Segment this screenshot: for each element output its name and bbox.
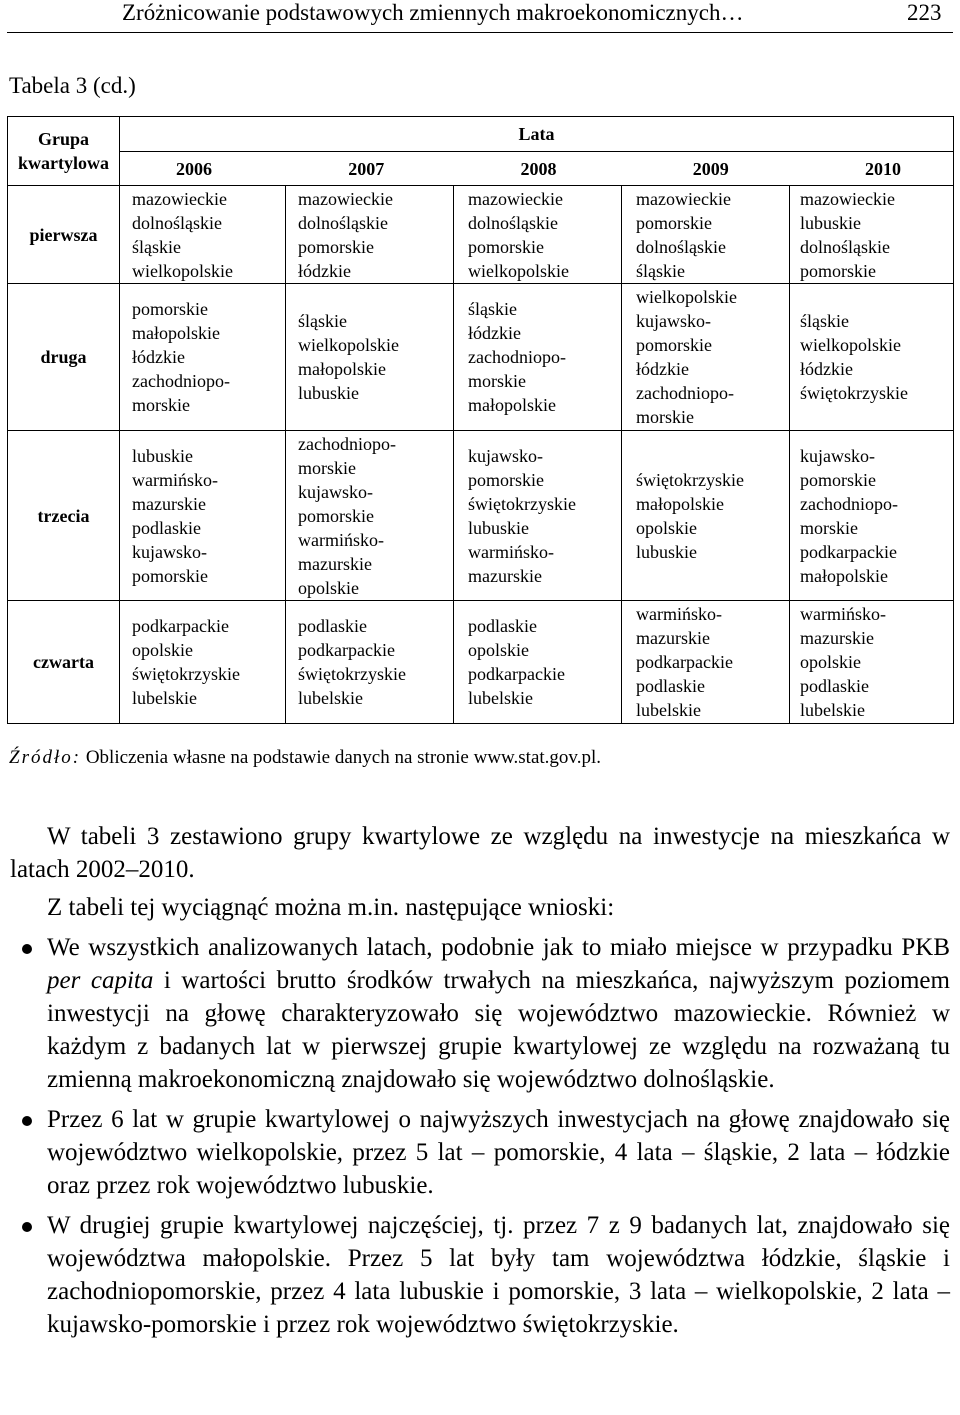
list-item: pomorskie xyxy=(800,260,876,281)
list-item: lubelskie xyxy=(636,700,701,720)
list-item: morskie xyxy=(800,517,858,538)
list-item: wielkopolskie xyxy=(468,260,569,281)
list-item: dolnośląskie xyxy=(132,212,222,233)
list-item: We wszystkich analizowanych latach, podobnie jak to miało miejsce w przypadku PKB per capita i wartości brutto środków trwałych na mieszkańca, najwyższym poziomem inwestycji na głowę charakteryzowało się województwo mazowieckie. Również w każdym z badanych lat w pierwszej grupie kwartylowej ze względu na rozważaną tu zmienną makroekonomiczną znajdowało się województwo dolnośląskie. xyxy=(0,931,950,1096)
source-label: Źródło: xyxy=(9,747,82,768)
header-rule xyxy=(7,32,953,33)
list-item: wielkopolskie xyxy=(132,260,233,281)
table-cell xyxy=(790,284,954,431)
list-item: wielkopolskie xyxy=(800,335,901,355)
list-item: podlaskie xyxy=(298,616,367,636)
list-item: mazurskie xyxy=(298,553,372,574)
list-item: podlaskie xyxy=(132,517,201,538)
list-item: mazurskie xyxy=(468,565,542,586)
list-item: lubelskie xyxy=(468,688,533,708)
list-item: podkarpackie xyxy=(800,541,897,562)
list-item: W drugiej grupie kwartylowej najczęściej, tj. przez 7 z 9 badanych lat, znajdowało się województwa małopolskie. Przez 5 lat były tam województwa łódzkie, śląskie i zachodniopomorskie, przez 4 lata lubuskie i pomorskie, 3 lata – wielkopolskie, 2 lata – kujawsko-pomorskie i przez rok województwo świętokrzyskie. xyxy=(0,1209,950,1341)
list-item: pomorskie xyxy=(468,469,544,490)
year-2006: 2006 xyxy=(176,158,212,179)
table-cell xyxy=(790,186,954,284)
list-item: pomorskie xyxy=(636,212,712,233)
group-label: pierwsza xyxy=(8,186,120,284)
list-item: pomorskie xyxy=(132,299,208,319)
source-note xyxy=(9,746,601,770)
table-cell xyxy=(622,186,790,284)
year-2008: 2008 xyxy=(520,158,557,179)
list-item: łódzkie xyxy=(636,359,689,379)
table-cell xyxy=(120,601,286,724)
table-cell xyxy=(120,431,286,601)
source-text: Obliczenia własne na podstawie danych na stronie www.stat.gov.pl. xyxy=(85,747,601,768)
list-item: podlaskie xyxy=(468,616,537,636)
table-cell xyxy=(120,186,286,284)
list-item: śląskie xyxy=(132,236,181,257)
list-item: lubuskie xyxy=(468,517,529,538)
years-header: Lata xyxy=(120,117,954,152)
table-row xyxy=(8,431,954,601)
list-item: małopolskie xyxy=(468,395,556,415)
quartile-groups-table xyxy=(7,116,954,724)
list-item: lubuskie xyxy=(800,212,861,233)
list-item: małopolskie xyxy=(800,565,888,586)
table-cell xyxy=(286,431,454,601)
group-label: czwarta xyxy=(8,601,120,724)
bullet-icon xyxy=(22,944,32,954)
list-item: pomorskie xyxy=(636,335,712,355)
list-item: lubuskie xyxy=(132,445,193,466)
list-item: lubelskie xyxy=(132,688,197,708)
list-item: podkarpackie xyxy=(468,664,565,684)
list-item: śląskie xyxy=(468,299,517,319)
list-item: morskie xyxy=(132,395,190,415)
table-row xyxy=(8,186,954,284)
list-item: zachodniopo- xyxy=(636,383,734,403)
paragraph-conclusions-lead: Z tabeli tej wyciągnąć można m.in. następujące wnioski: xyxy=(47,894,615,921)
list-item: łódzkie xyxy=(468,323,521,343)
list-item: dolnośląskie xyxy=(636,236,726,257)
table-cell xyxy=(454,284,622,431)
list-item: małopolskie xyxy=(132,323,220,343)
list-item: pomorskie xyxy=(800,469,876,490)
conclusions-list xyxy=(0,931,950,1348)
list-item: dolnośląskie xyxy=(298,212,388,233)
list-item: podlaskie xyxy=(800,676,869,696)
paragraph-intro: W tabeli 3 zestawiono grupy kwartylowe ze względu na inwestycje na mieszkańca w latach 2002–2010. xyxy=(10,823,950,883)
list-item: zachodniopo- xyxy=(132,371,230,391)
table-cell xyxy=(622,601,790,724)
table-cell xyxy=(622,284,790,431)
group-header-label: Grupa kwartylowa xyxy=(18,129,109,173)
list-item: podlaskie xyxy=(636,676,705,696)
list-item: mazowieckie xyxy=(800,188,895,209)
list-item: świętokrzyskie xyxy=(132,664,240,684)
list-item: mazurskie xyxy=(800,628,874,648)
list-item: opolskie xyxy=(132,640,193,660)
table-cell xyxy=(454,601,622,724)
list-item: małopolskie xyxy=(636,493,724,514)
list-item: warmińsko- xyxy=(800,604,886,624)
list-item: morskie xyxy=(298,457,356,478)
table-row xyxy=(8,284,954,431)
list-item: śląskie xyxy=(636,260,685,281)
table-row xyxy=(8,601,954,724)
table-body xyxy=(8,186,954,724)
list-item: kujawsko- xyxy=(298,481,373,502)
list-item: zachodniopo- xyxy=(468,347,566,367)
table-cell xyxy=(286,284,454,431)
page-header xyxy=(0,0,960,42)
list-item: małopolskie xyxy=(298,359,386,379)
list-item: dolnośląskie xyxy=(468,212,558,233)
list-item: warmińsko- xyxy=(468,541,554,562)
list-item: opolskie xyxy=(298,577,359,598)
list-item: morskie xyxy=(636,407,694,427)
list-item: zachodniopo- xyxy=(800,493,898,514)
bullet-icon xyxy=(22,1116,32,1126)
table-cell xyxy=(454,186,622,284)
group-header xyxy=(8,117,120,186)
list-item: świętokrzyskie xyxy=(468,493,576,514)
list-item: kujawsko- xyxy=(468,445,543,466)
list-item: śląskie xyxy=(298,311,347,331)
list-item: kujawsko- xyxy=(800,445,875,466)
page-number: 223 xyxy=(907,0,942,25)
group-label: trzecia xyxy=(8,431,120,601)
years-row xyxy=(120,152,954,186)
list-item: kujawsko- xyxy=(636,311,711,331)
list-item: świętokrzyskie xyxy=(636,469,744,490)
list-item: mazowieckie xyxy=(468,188,563,209)
table-cell xyxy=(286,601,454,724)
group-label: druga xyxy=(8,284,120,431)
list-item: opolskie xyxy=(636,517,697,538)
list-item: świętokrzyskie xyxy=(298,664,406,684)
list-item: podkarpackie xyxy=(636,652,733,672)
list-item: pomorskie xyxy=(298,505,374,526)
list-item: mazowieckie xyxy=(298,188,393,209)
year-2009: 2009 xyxy=(692,158,729,179)
list-item: podkarpackie xyxy=(298,640,395,660)
table-cell xyxy=(120,284,286,431)
year-2007: 2007 xyxy=(348,158,385,179)
list-item: pomorskie xyxy=(298,236,374,257)
list-item: warmińsko- xyxy=(298,529,384,550)
table-cell xyxy=(790,601,954,724)
list-item: mazurskie xyxy=(132,493,206,514)
list-item: łódzkie xyxy=(800,359,853,379)
list-item: Przez 6 lat w grupie kwartylowej o najwyższych inwestycjach na głowę znajdowało się województwo wielkopolskie, przez 5 lat – pomorskie, 4 lata – śląskie, 2 lata – łódzkie oraz przez rok województwo lubuskie. xyxy=(0,1103,950,1202)
list-item: pomorskie xyxy=(132,565,208,586)
list-item: lubelskie xyxy=(800,700,865,720)
list-item: dolnośląskie xyxy=(800,236,890,257)
list-item: pomorskie xyxy=(468,236,544,257)
table-cell xyxy=(454,431,622,601)
table-cell xyxy=(286,186,454,284)
table-caption: Tabela 3 (cd.) xyxy=(9,73,136,98)
list-item: podkarpackie xyxy=(132,616,229,636)
list-item: mazurskie xyxy=(636,628,710,648)
list-item: warmińsko- xyxy=(132,469,218,490)
list-item: zachodniopo- xyxy=(298,433,396,454)
list-item: lubuskie xyxy=(636,541,697,562)
list-item: śląskie xyxy=(800,311,849,331)
running-title: Zróżnicowanie podstawowych zmiennych makroekonomicznych… xyxy=(122,0,744,25)
list-item: mazowieckie xyxy=(636,188,731,209)
list-item: wielkopolskie xyxy=(636,287,737,307)
table-cell xyxy=(790,431,954,601)
list-item: kujawsko- xyxy=(132,541,207,562)
list-item: opolskie xyxy=(468,640,529,660)
list-item: łódzkie xyxy=(298,260,351,281)
bullet-icon xyxy=(22,1222,32,1232)
table-cell xyxy=(622,431,790,601)
list-item: opolskie xyxy=(800,652,861,672)
list-item: łódzkie xyxy=(132,347,185,367)
list-item: wielkopolskie xyxy=(298,335,399,355)
list-item: mazowieckie xyxy=(132,188,227,209)
year-2010: 2010 xyxy=(865,158,901,179)
list-item: lubuskie xyxy=(298,383,359,403)
list-item: świętokrzyskie xyxy=(800,383,908,403)
list-item: morskie xyxy=(468,371,526,391)
list-item: warmińsko- xyxy=(636,604,722,624)
list-item: lubelskie xyxy=(298,688,363,708)
